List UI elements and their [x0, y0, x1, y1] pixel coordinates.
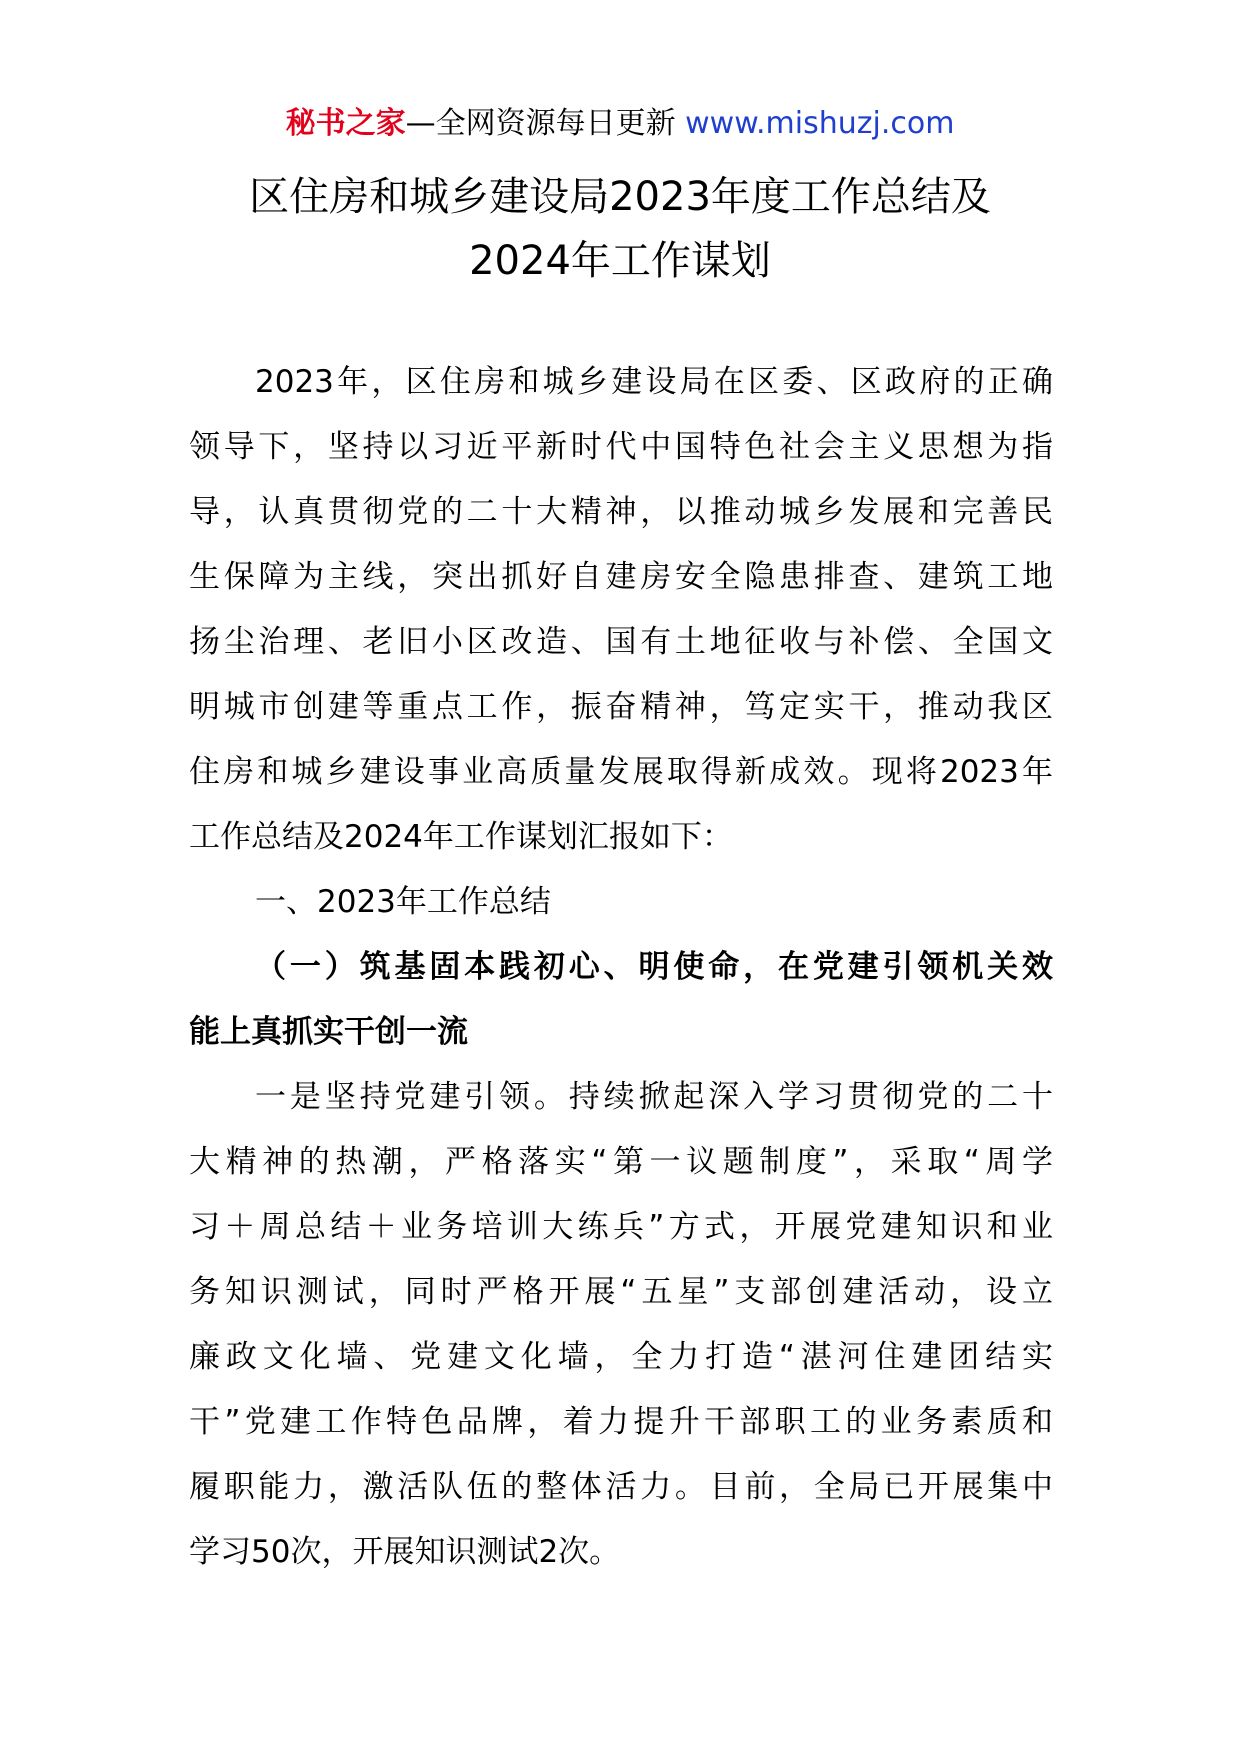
paragraph-line: 务知识测试，同时严格开展“五星”支部创建活动，设立: [189, 1274, 1053, 1310]
paragraph-line: 工作总结及2024年工作谋划汇报如下：: [189, 819, 733, 855]
paragraph-line: 住房和城乡建设事业高质量发展取得新成效。现将2023年: [189, 754, 1053, 790]
paragraph-line: 履职能力，激活队伍的整体活力。目前，全局已开展集中: [189, 1469, 1053, 1505]
intro-paragraph: [189, 350, 1053, 870]
subsection-heading-line: 能上真抓实干创一流: [189, 1014, 468, 1050]
paragraph-line: 2023年，区住房和城乡建设局在区委、区政府的正确: [255, 364, 1053, 400]
paragraph-line: 生保障为主线，突出抓好自建房安全隐患排查、建筑工地: [189, 559, 1053, 595]
paragraph-line: 一是坚持党建引领。持续掀起深入学习贯彻党的二十: [255, 1079, 1053, 1115]
subsection-heading: [189, 935, 1053, 1065]
paragraph-line: 大精神的热潮，严格落实“第一议题制度”，采取“周学: [189, 1144, 1053, 1180]
paragraph-line: 明城市创建等重点工作，振奋精神，笃定实干，推动我区: [189, 689, 1053, 725]
paragraph-line: 学习50次，开展知识测试2次。: [189, 1534, 621, 1570]
banner-url-link[interactable]: www.mishuzj.com: [685, 106, 955, 141]
body-paragraph: [189, 1065, 1053, 1585]
paragraph-line: 导，认真贯彻党的二十大精神，以推动城乡发展和完善民: [189, 494, 1053, 530]
title-line-2: 2024年工作谋划: [469, 238, 771, 284]
subsection-heading-line: （一）筑基固本践初心、明使命，在党建引领机关效: [255, 949, 1053, 985]
brand-name: 秘书之家: [285, 106, 406, 141]
paragraph-line: 扬尘治理、老旧小区改造、国有土地征收与补偿、全国文: [189, 624, 1053, 660]
paragraph-line: 习＋周总结＋业务培训大练兵”方式，开展党建知识和业: [189, 1209, 1053, 1245]
document-body: [189, 350, 1053, 1585]
paragraph-line: 廉政文化墙、党建文化墙，全力打造“湛河住建团结实: [189, 1339, 1053, 1375]
banner-tagline: —全网资源每日更新: [405, 106, 676, 141]
header-banner: [0, 104, 1240, 144]
document-title: [0, 165, 1240, 293]
title-line-1: 区住房和城乡建设局2023年度工作总结及: [249, 174, 991, 220]
section-heading: 一、2023年工作总结: [255, 884, 551, 920]
paragraph-line: 干”党建工作特色品牌，着力提升干部职工的业务素质和: [189, 1404, 1053, 1440]
paragraph-line: 领导下，坚持以习近平新时代中国特色社会主义思想为指: [189, 429, 1053, 465]
